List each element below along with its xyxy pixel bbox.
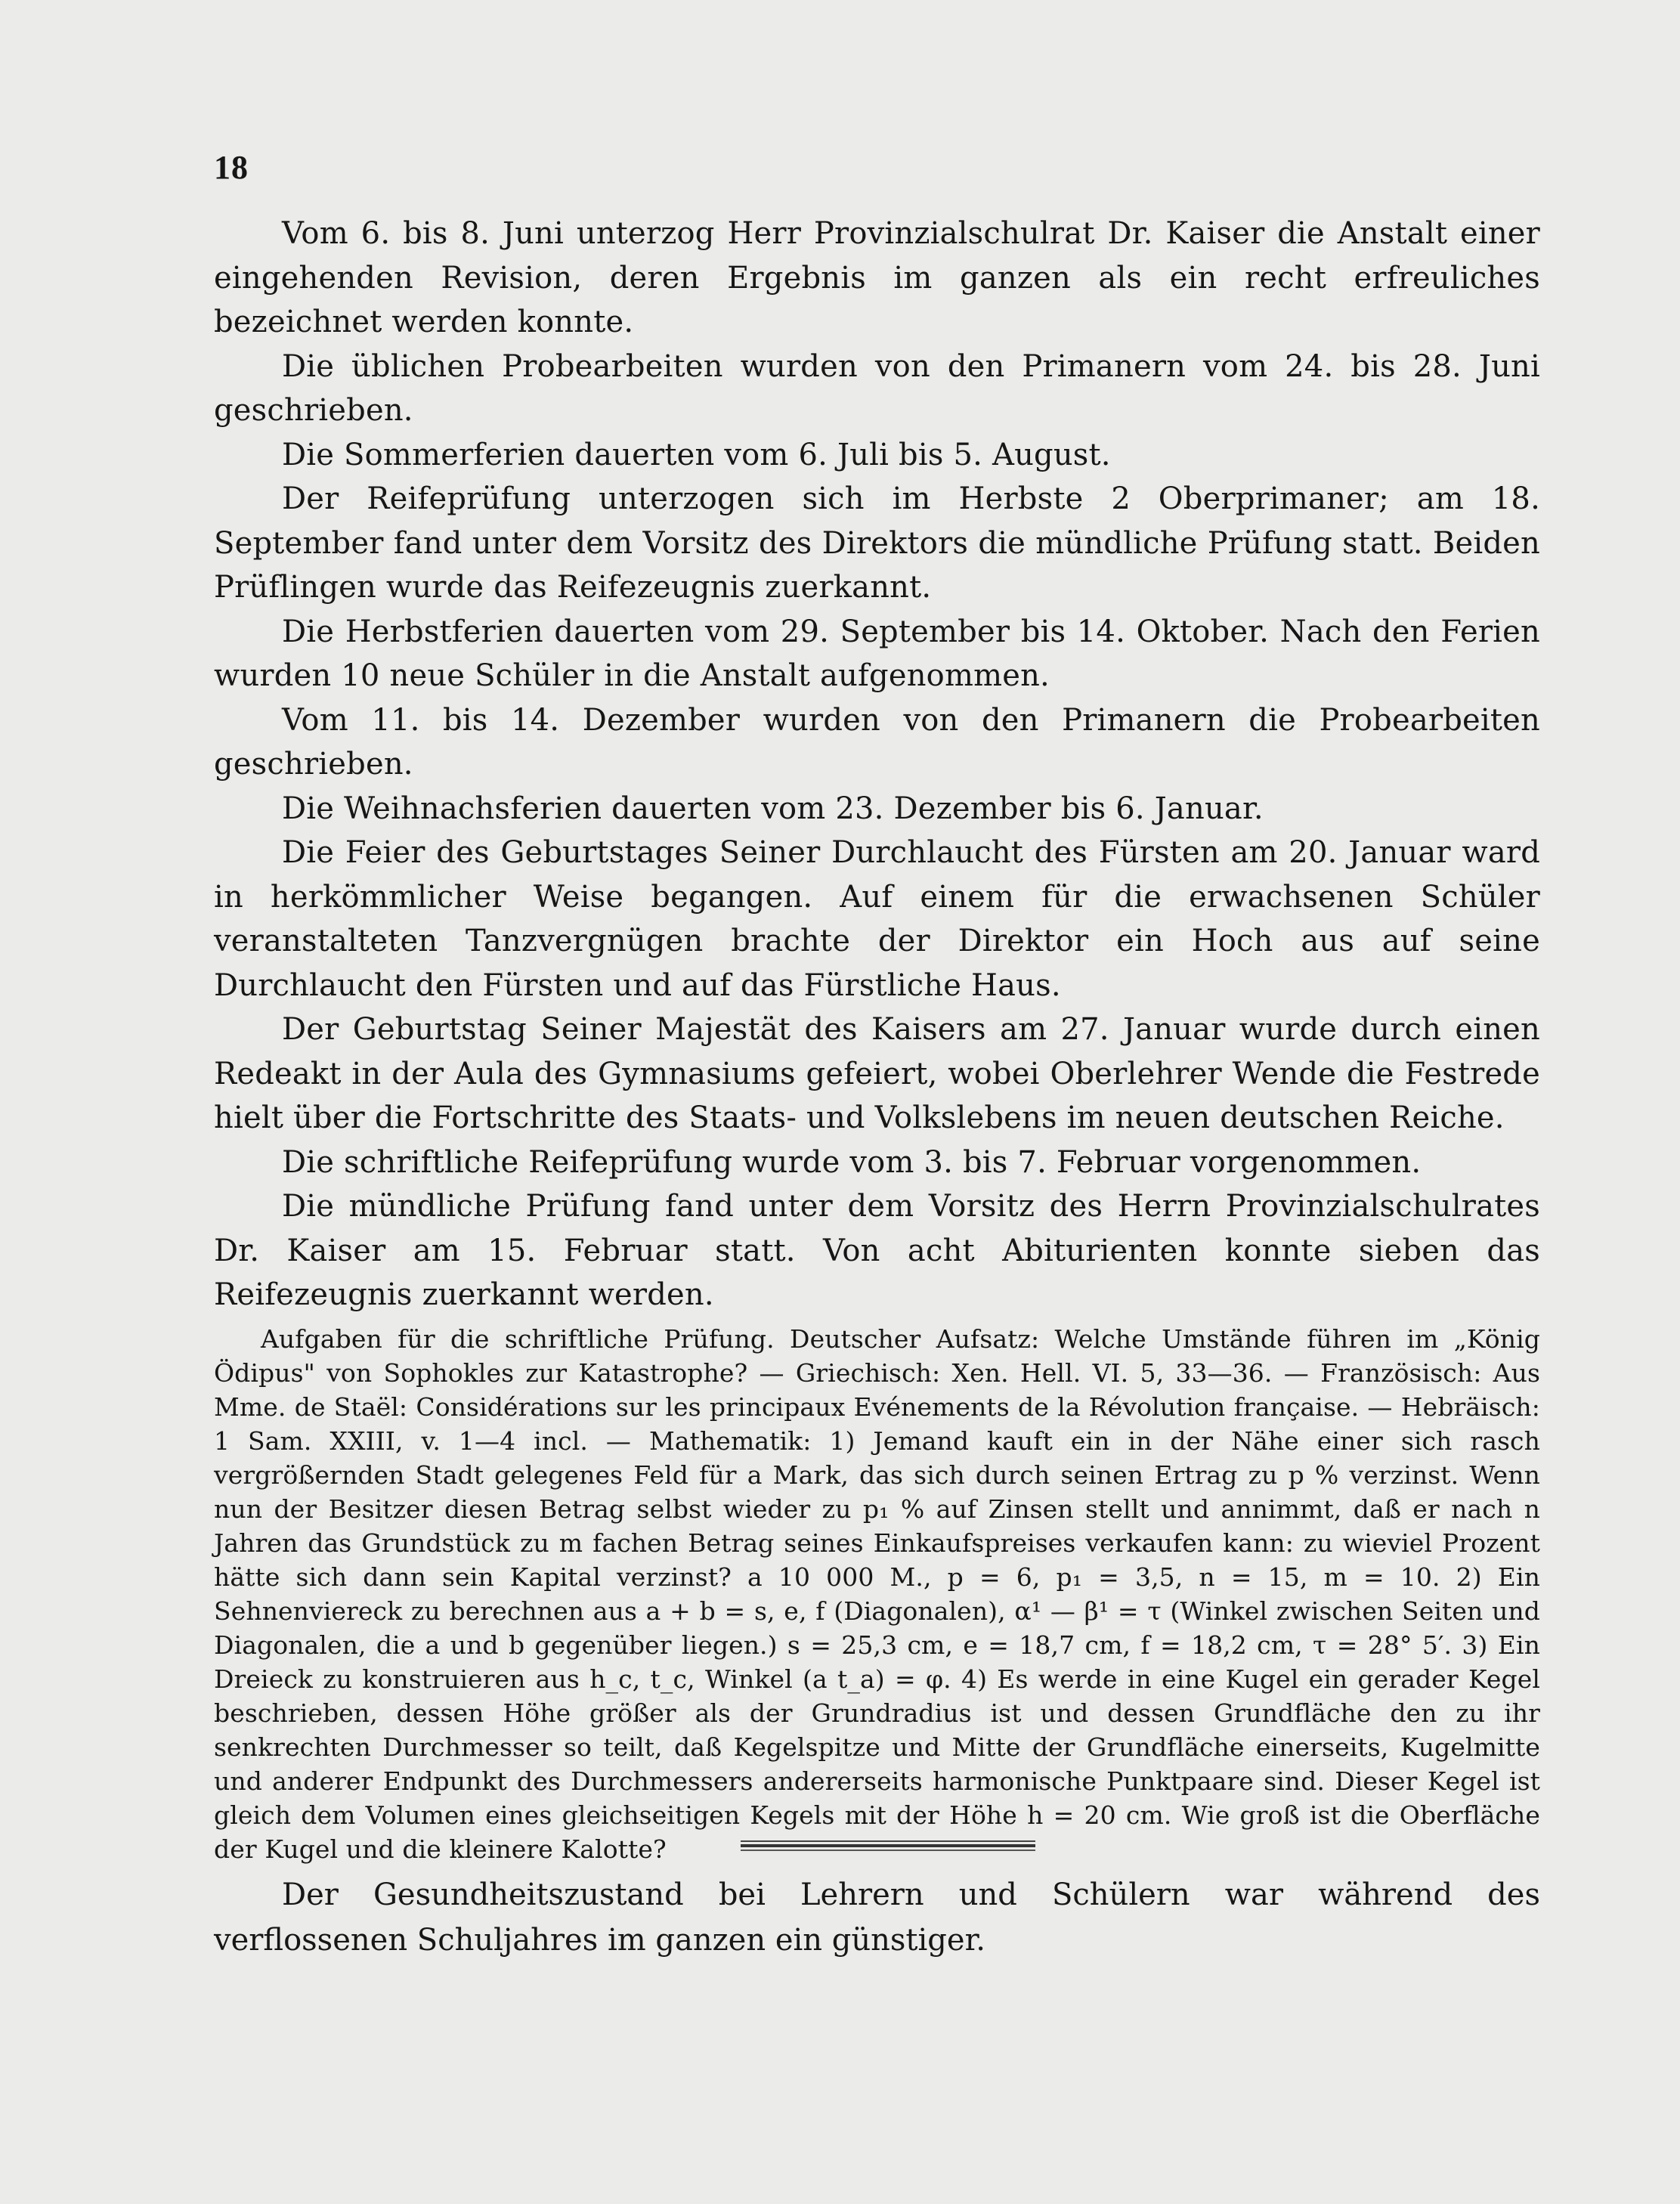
paragraph-sommerferien: Die Sommerferien dauerten vom 6. Juli bis 5. August. bbox=[282, 437, 1111, 472]
paragraph-herbstferien: Die Herbstferien dauerten vom 29. September bis 14. Oktober. Nach den Ferien wurden 10 neue Schüler in die Anstalt aufgenommen. bbox=[214, 614, 1540, 693]
paragraph-kaisergeburtstag: Der Geburtstag Seiner Majestät des Kaisers am 27. Januar wurde durch einen Redeakt in der Aula des Gymnasiums gefeiert, wobei Oberlehrer Wende die Festrede hielt über die Fortschritte des Staats- und Volkslebens im neuen deutschen Reiche. bbox=[214, 1012, 1540, 1135]
paragraph-probearbeiten-dezember: Vom 11. bis 14. Dezember wurden von den Primanern die Probearbeiten geschrieben. bbox=[214, 702, 1540, 782]
paragraph-fuerstengeburtstag: Die Feier des Geburtstages Seiner Durchlaucht des Fürsten am 20. Januar ward in herkömmlicher Weise begangen. Auf einem für die erwachsenen Schüler veranstalteten Tanzvergnügen brachte der Direktor ein Hoch aus auf seine Durchlaucht den Fürsten und auf das Fürstliche Haus. bbox=[214, 835, 1540, 1003]
paragraph-schriftliche-pruefung: Die schriftliche Reifeprüfung wurde vom 3. bis 7. Februar vorgenommen. bbox=[282, 1144, 1422, 1180]
paragraph-revision: Vom 6. bis 8. Juni unterzog Herr Provinzialschulrat Dr. Kaiser die Anstalt einer eingehenden Revision, deren Ergebnis im ganzen als ein recht erfreuliches bezeichnet werden konnte. bbox=[214, 216, 1540, 339]
paragraph-muendliche-pruefung: Die mündliche Prüfung fand unter dem Vorsitz des Herrn Provinzialschulrates Dr. Kaiser am 15. Februar statt. Von acht Abiturienten konnte sieben das Reifezeugnis zuerkannt werden. bbox=[214, 1189, 1540, 1312]
paragraph-weihnachtsferien: Die Weihnachsferien dauerten vom 23. Dezember bis 6. Januar. bbox=[282, 791, 1264, 826]
section-divider bbox=[741, 1840, 1035, 1851]
main-text bbox=[214, 212, 1540, 1963]
page-number: 18 bbox=[214, 149, 249, 186]
paragraph-probearbeiten-juni: Die üblichen Probearbeiten wurden von den Primanern vom 24. bis 28. Juni geschrieben. bbox=[214, 348, 1540, 428]
exam-tasks: Aufgaben für die schriftliche Prüfung. Deutscher Aufsatz: Welche Umstände führen im „König Ödipus" von Sophokles zur Katastrophe? — Griechisch: Xen. Hell. VI. 5, 33—36. — Französisch: Aus Mme. de Staël: Considérations sur les principaux Evénements de la Révolution française. — Hebräisch: 1 Sam. XXIII, v. 1—4 incl. — Mathematik: 1) Jemand kauft ein in der Nähe einer sich rasch vergrößernden Stadt gelegenes Feld für a Mark, das sich durch seinen Ertrag zu p % verzinst. Wenn nun der Besitzer diesen Betrag selbst wieder zu p₁ % auf Zinsen stellt und annimmt, daß er nach n Jahren das Grundstück zu m fachen Betrag seines Einkaufspreises verkaufen kann: zu wieviel Prozent hätte sich dann sein Kapital verzinst? a 10 000 M., p = 6, p₁ = 3,5, n = 15, m = 10. 2) Ein Sehnenviereck zu berechnen aus a + b = s, e, f (Diagonalen), α¹ — β¹ = τ (Winkel zwischen Seiten und Diagonalen, die a und b gegenüber liegen.) s = 25,3 cm, e = 18,7 cm, f = 18,2 cm, τ = 28° 5′. 3) Ein Dreieck zu konstruieren aus h_c, t_c, Winkel (a t_a) = φ. 4) Es werde in eine Kugel ein gerader Kegel beschrieben, dessen Höhe größer als der Grundradius ist und dessen Grundfläche den zu ihr senkrechten Durchmesser so teilt, daß Kegelspitze und Mitte der Grundfläche einerseits, Kugelmitte und anderer Endpunkt des Durchmessers andererseits harmonische Punktpaare sind. Dieser Kegel ist gleich dem Volumen eines gleichseitigen Kegels mit der Höhe h = 20 cm. Wie groß ist die Oberfläche der Kugel und die kleinere Kalotte? bbox=[214, 1323, 1540, 1864]
paragraph-reifepruefung-herbst: Der Reifeprüfung unterzogen sich im Herbste 2 Oberprimaner; am 18. September fand unter dem Vorsitz des Direktors die mündliche Prüfung statt. Beiden Prüflingen wurde das Reifezeugnis zuerkannt. bbox=[214, 481, 1540, 605]
paragraph-gesundheitszustand: Der Gesundheitszustand bei Lehrern und Schülern war während des verflossenen Schuljahres im ganzen ein günstiger. bbox=[214, 1877, 1540, 1958]
